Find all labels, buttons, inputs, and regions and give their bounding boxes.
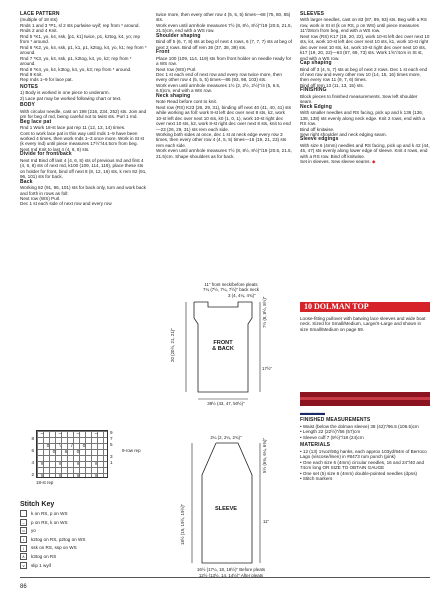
lace-line: Rnd 8 *K4, yo, k4, k3tog, k4, yo, k3; rep from * around. — [20, 66, 132, 72]
lace-chart — [20, 428, 146, 488]
stitch-symbol-icon: – — [20, 519, 27, 526]
body-line: Next rnd Bind off last 4 (4, 6, 8) sts of previous md and first 4 (4, 6, 8) sts of next md, k100 (109, 114, 119), place these sts on holder for front, bind off next 8 (8, 12, 16) sts, k rem 82 (91, 96, 101) sts for back. — [20, 157, 147, 180]
chart-row-number: 3 — [110, 454, 113, 459]
stitch-key-label: k on RS, p on WS — [31, 511, 68, 516]
footer-rule — [20, 577, 430, 578]
front-back-line: Dec 1 st each end of next row and every row twice more, then every other row 4 (5, 5, 5) times—86 (93, 98, 103) sts. — [156, 71, 282, 83]
chart-symbol: \ — [59, 443, 61, 449]
side-length-right: 17½" — [262, 366, 273, 371]
body-heading: BODY — [20, 102, 36, 109]
note-line: 1) Body is worked in one piece to underarm. — [20, 90, 110, 96]
back-neck-measure: 7¼ (7½, 7¼, 7½)" back neck — [203, 287, 259, 292]
chart-row-number: 2 — [31, 472, 34, 477]
armhole-depth: 7½ (8, 8½, 8½)" — [262, 296, 267, 328]
front-back-line: twice more, then every other row 4 (5, 5, 5) times—68 (75, 80, 85) sts. — [156, 12, 291, 23]
chart-symbol: v — [94, 473, 98, 479]
sleeve-line: FINISHING — [300, 87, 327, 94]
front-back-line: Next row (RS) K23 (26, 29, 31), binding off next 40 (41, 40, 41) sts while working as foll: work 8-st left dec over next 8 sts, k2, work 10-st left dec over next 10 sts, k0 (1, 0, 1), work 10-st right dec over next 10 sts, k2, work 8-st right dec over next 8 sts, knit to end—23 (26, 29, 31) sts rem each side. — [156, 104, 291, 132]
body-line: Back — [20, 178, 33, 185]
sleeve-width-before: 16½ (17¼, 18, 18½)" Before pleats — [196, 567, 266, 572]
sleeve-schematic — [156, 435, 296, 590]
sleeve-width-after: 12½ (13½, 14, 14½)" After pleats — [198, 573, 264, 578]
chart-symbol: v — [76, 461, 80, 467]
lace-line: Rnd 9 Knit. — [20, 71, 43, 77]
chart-symbol: / — [71, 443, 73, 449]
chart-row-number: 5 — [110, 442, 113, 447]
body-line: With circular needle, cast on 198 (216, 234, 252) sts. Join and pm for beg of md, being careful not to twist sts. Purl 1 rnd. — [20, 108, 147, 120]
front-back-line: Next row (WS) Purl. — [156, 66, 197, 72]
lace-line: Rnd 6 *K2, yo, k4, ssk, p1, k1, p1, k2tog, k4, yo, k1; rep from * around. — [20, 44, 147, 56]
lace-line: Rnds 2 and 4 Knit. — [20, 28, 58, 34]
sleeve-line: Sew right shoulder and neck edging seam. — [300, 131, 387, 137]
chart-symbol: v — [40, 461, 44, 467]
end-mark-icon: ◆ — [370, 159, 376, 165]
sleeve-line: Bind off rem 13 (11, 13, 15) sts. — [300, 82, 364, 88]
stitch-symbol-icon: ∧ — [20, 553, 27, 560]
body-line: Next row (WS) Purl. — [20, 195, 61, 201]
front-back-label — [200, 340, 246, 353]
chart-symbol: – — [58, 431, 62, 437]
measurement-line: • Waist (below the dolman sleeve) 38 (42)"/96.5 (106.5)cm — [300, 423, 419, 429]
notes-heading: NOTES — [20, 83, 38, 90]
material-line: • 12 (13) 1¾oz/50g hanks, each approx 103yd/94m of Berroco Lago (viscose/linen) in #8473 rum punch (pink) — [300, 448, 427, 459]
chart-row-numbers-right — [110, 430, 113, 466]
right-column — [300, 12, 430, 165]
chart-symbol: v — [94, 461, 98, 467]
chart-symbol: ∧ — [64, 449, 68, 455]
body-line: Divide for front/back — [20, 151, 72, 158]
body-line: Beg lace pat — [20, 118, 52, 125]
sleeve-line: With size 6 (4mm) needles and RS facing, pick up and k 42 (44, 45, 47) sts evenly along lower edge of sleeve. Knit 4 rows, end with a RS row. Bind off knitwise. — [300, 142, 430, 159]
stitch-symbol-icon: v — [20, 562, 27, 569]
chart-row-number: 8 — [31, 436, 34, 441]
body-line: Rnd 1 Work 18-st lace pat rep 11 (12, 13, 14) times. — [20, 125, 126, 131]
stitch-key-item — [20, 544, 146, 553]
lace-line: (multiple of 18 sts) — [20, 17, 58, 23]
stitch-symbol-icon — [20, 510, 27, 517]
chart-grid — [36, 430, 108, 478]
chart-row-number: 1 — [110, 460, 113, 465]
stitch-symbol-icon: \ — [20, 545, 27, 552]
sleeve-line: Block pieces to finished measurements. Sew left shoulder seam. — [300, 93, 418, 105]
chart-symbol: o — [46, 443, 50, 449]
chart-symbol: – — [76, 431, 80, 437]
measurement-line: • Sleeve cuff 7 (9½)"/18 (24)cm — [300, 434, 364, 440]
sleeve-label: SLEEVE — [214, 506, 238, 512]
page-number: 86 — [20, 584, 27, 590]
material-line: • Stitch markers — [300, 476, 333, 481]
front-back-line: Work even until armhole measures 1½ (2, 2½, 2½)"/4 (5, 6.5, 6.5)cm, end with a WS row. — [156, 82, 281, 94]
shoulder-measure: 3 (4, 4¼, 4¾)" — [228, 293, 256, 298]
chart-row-number: 7 — [110, 436, 113, 441]
sleeve-line: With larger needles, cast on 83 (87, 89, 93) sts. Beg with a RS row, work in St st (k on RS, p on WS) until piece measures 11"/28cm from beg, end with a WS row. — [300, 17, 427, 34]
sleeve-line: With smaller needles and RS facing, pick up and k 136 (136, 138, 138) sts evenly along neck edge. Knit 2 rows, end with a RS row. — [300, 110, 425, 127]
sleeve-line: SLEEVES — [300, 11, 325, 17]
stitch-symbol-icon: / — [20, 536, 27, 543]
measurement-line: • Length 22 (22½)"/56 (57)cm — [300, 429, 361, 434]
front-back-line: Work even until armhole measures 7½ (8, 8½, 8½)"/19 (20.5, 21.5, 21.5)cm. Shape shoulders as for back. — [156, 148, 292, 159]
middle-column — [156, 12, 292, 159]
front-back-line: Working both sides at once, dec 1 st at neck edge every row 3 times, then every other row 4 (4, 5, 5) times—16 (19, 21, 23) sts rem each side. — [156, 131, 287, 148]
side-length-left: 20 (20½, 21, 21)" — [170, 328, 175, 362]
dolman-description — [300, 316, 430, 332]
row-repeat-label: 9-row rep — [122, 448, 141, 453]
lace-line: Rnd 7 *K3, yo, k4, ssk, p1, k2tog, k4, yo, k2; rep from * around. — [20, 55, 132, 67]
stitch-key — [20, 500, 146, 570]
sleeve-length-right: 11" — [263, 519, 270, 524]
yarn-weight-icon: ▬▬▬▬ — [300, 410, 324, 417]
lace-line: Rnds 1 and 3 *P1, sl 2 sts purlwise wyif; rep from * around. — [20, 22, 140, 28]
sleeve-line: Neck Edging — [300, 103, 332, 110]
sleeve-line: Next row (RS) K17 (19, 20, 22), work 10-st left dec over next 10 sts, k4, work 10-st left dec over next 10 sts, k1, work 10-st right dec over next 10 sts, k4, work 10-st right dec over next 10 sts, k17 (19, 20, 22)—63 (67, 69, 73) sts. Work 1⅝"/4cm in St st, end with a WS row. — [300, 33, 430, 61]
dolman-description-text: Loose-fitting pullover with batwing lace sleeves and wide boat neck. Sized for Small/Medium, Large/X-Large and shown in size Small/Medium on page 59. — [300, 316, 426, 332]
back-label: & BACK — [212, 346, 234, 353]
chart-symbol: v — [58, 473, 62, 479]
stitch-key-label: yo — [31, 528, 36, 534]
stitch-symbol-icon: o — [20, 527, 27, 534]
body-line: Next rnd Knit to last 4 (4, 6, 8) sts. — [20, 146, 90, 152]
stitch-key-item — [20, 536, 146, 545]
chart-row-number: 4 — [31, 460, 34, 465]
finished-measurements-heading: FINISHED MEASUREMENTS — [300, 417, 371, 423]
lace-line: Rnd 5 *K1, yo, k4, ssk, [p1, k1] twice, p1, k2tog, k4, yo; rep from * around. — [20, 33, 141, 45]
material-line: • One set (5) size 6 (4mm) double-pointed needles (dpns) — [300, 470, 418, 476]
body-text — [20, 109, 148, 207]
lace-pattern-heading: LACE PATTERN — [20, 11, 60, 17]
notes-text — [20, 90, 148, 101]
body-line: Cont to work lace pat in this way until rnds 1–9 have been worked 4 times, then work rnds 1–3 once more. Work in St st (k every md) until piece measures 17½"/44.5cm from beg. — [20, 130, 144, 147]
front-back-line: Bind off 5 (6, 7, 8) sts at beg of next 4 rows, 6 (7, 7, 7) sts at beg of next 2 rows. Bind off rem 36 (37, 38, 39) sts. — [156, 39, 293, 50]
material-line: • One each size 6 (4mm) circular needles, 16 and 24"/40 and 74cm long OR SIZE TO OBTAIN GAUGE — [300, 459, 425, 470]
chart-symbol: – — [40, 431, 44, 437]
sleeve-top-measure: 2¼ (2, 2¼, 2¾)" — [210, 435, 242, 440]
stitch-key-item — [20, 519, 146, 528]
stitch-key-label: ssk on RS, ssp on WS — [31, 545, 77, 551]
chart-symbol: – — [94, 431, 98, 437]
chart-row-number: 9 — [110, 430, 113, 435]
sleeve-line: Bind off 3 (4, 5, 7) sts at beg of next 2 rows. Dec 1 st each end of next row and every other row 10 (14, 15, 16) times more, then every row 11 (9, 7, 6) times. — [300, 66, 428, 83]
front-back-schematic — [156, 282, 296, 422]
stitch-key-item — [20, 527, 146, 536]
dolman-top-banner: 10 DOLMAN TOP — [300, 302, 430, 312]
sleeve-line: Cap shaping — [300, 60, 332, 67]
lace-pattern-text — [20, 17, 148, 82]
body-line: Dec 1 st each side of next row and every row — [20, 201, 112, 207]
chart-symbol: o — [76, 449, 80, 455]
neck-measure: 11" front neck/before pleats — [204, 282, 258, 287]
chart-row-numbers-left — [26, 430, 34, 478]
front-back-line: Front — [156, 49, 170, 56]
chart-symbol: v — [76, 473, 80, 479]
stitch-key-label: slip 1 wyif — [31, 562, 51, 568]
stitch-repeat-label: 18-st rep — [36, 480, 54, 485]
front-back-line: Place 100 (109, 114, 119) sts from front holder on needle ready for a WS row. — [156, 55, 292, 67]
stitch-key-item — [20, 553, 146, 562]
sleeve-line: Sleeve edgings — [300, 136, 339, 143]
stitch-key-item — [20, 510, 146, 519]
stitch-key-label: k2tog on RS, p2tog on WS — [31, 536, 86, 542]
finished-measurements — [300, 418, 430, 482]
chart-symbol: v — [58, 461, 62, 467]
chart-symbol: o — [82, 443, 86, 449]
lace-line: Rep rnds 1–9 for lace pat. — [20, 77, 73, 83]
body-line: Working 82 (91, 96, 101) sts for back only, turn and work back and forth in rows as foll: — [20, 185, 146, 196]
front-back-line: Work even until armhole measures 7½ (8, 8½, 8½)"/19 (20.5, 21.5, 21.5)cm, end with a WS row. — [156, 22, 292, 34]
left-column — [20, 12, 148, 207]
front-back-line: Shoulder shaping — [156, 32, 201, 39]
front-back-line: Note Read before cont to knit. — [156, 99, 218, 105]
stitch-key-label: p on RS, k on WS — [31, 519, 68, 525]
yarn-photo — [300, 392, 430, 406]
front-back-line: Neck shaping — [156, 92, 191, 99]
materials-heading: MATERIALS — [300, 442, 331, 448]
chart-symbol: v — [40, 473, 44, 479]
note-line: 2) Lace pat may be worked following chart or text. — [20, 95, 122, 101]
stitch-key-item — [20, 562, 146, 571]
stitch-key-title: Stitch Key — [20, 501, 55, 508]
sleeve-line: Bind off knitwise. — [300, 126, 335, 132]
sleeve-line: Set in sleeves. Sew sleeve seams. ◆ — [300, 159, 376, 165]
chart-row-number: 6 — [31, 448, 34, 453]
cap-depth: 5½ (6¾, 6¼, 6¾)" — [262, 438, 267, 473]
stitch-key-label: k3tog on RS — [31, 553, 57, 559]
sleeve-length-left: 18½ (19, 19½, 19½)" — [180, 503, 185, 545]
chart-symbol: o — [52, 449, 56, 455]
front-label: FRONT — [213, 340, 233, 346]
bottom-width: 39½ (43, 47, 50½)" — [207, 401, 245, 406]
